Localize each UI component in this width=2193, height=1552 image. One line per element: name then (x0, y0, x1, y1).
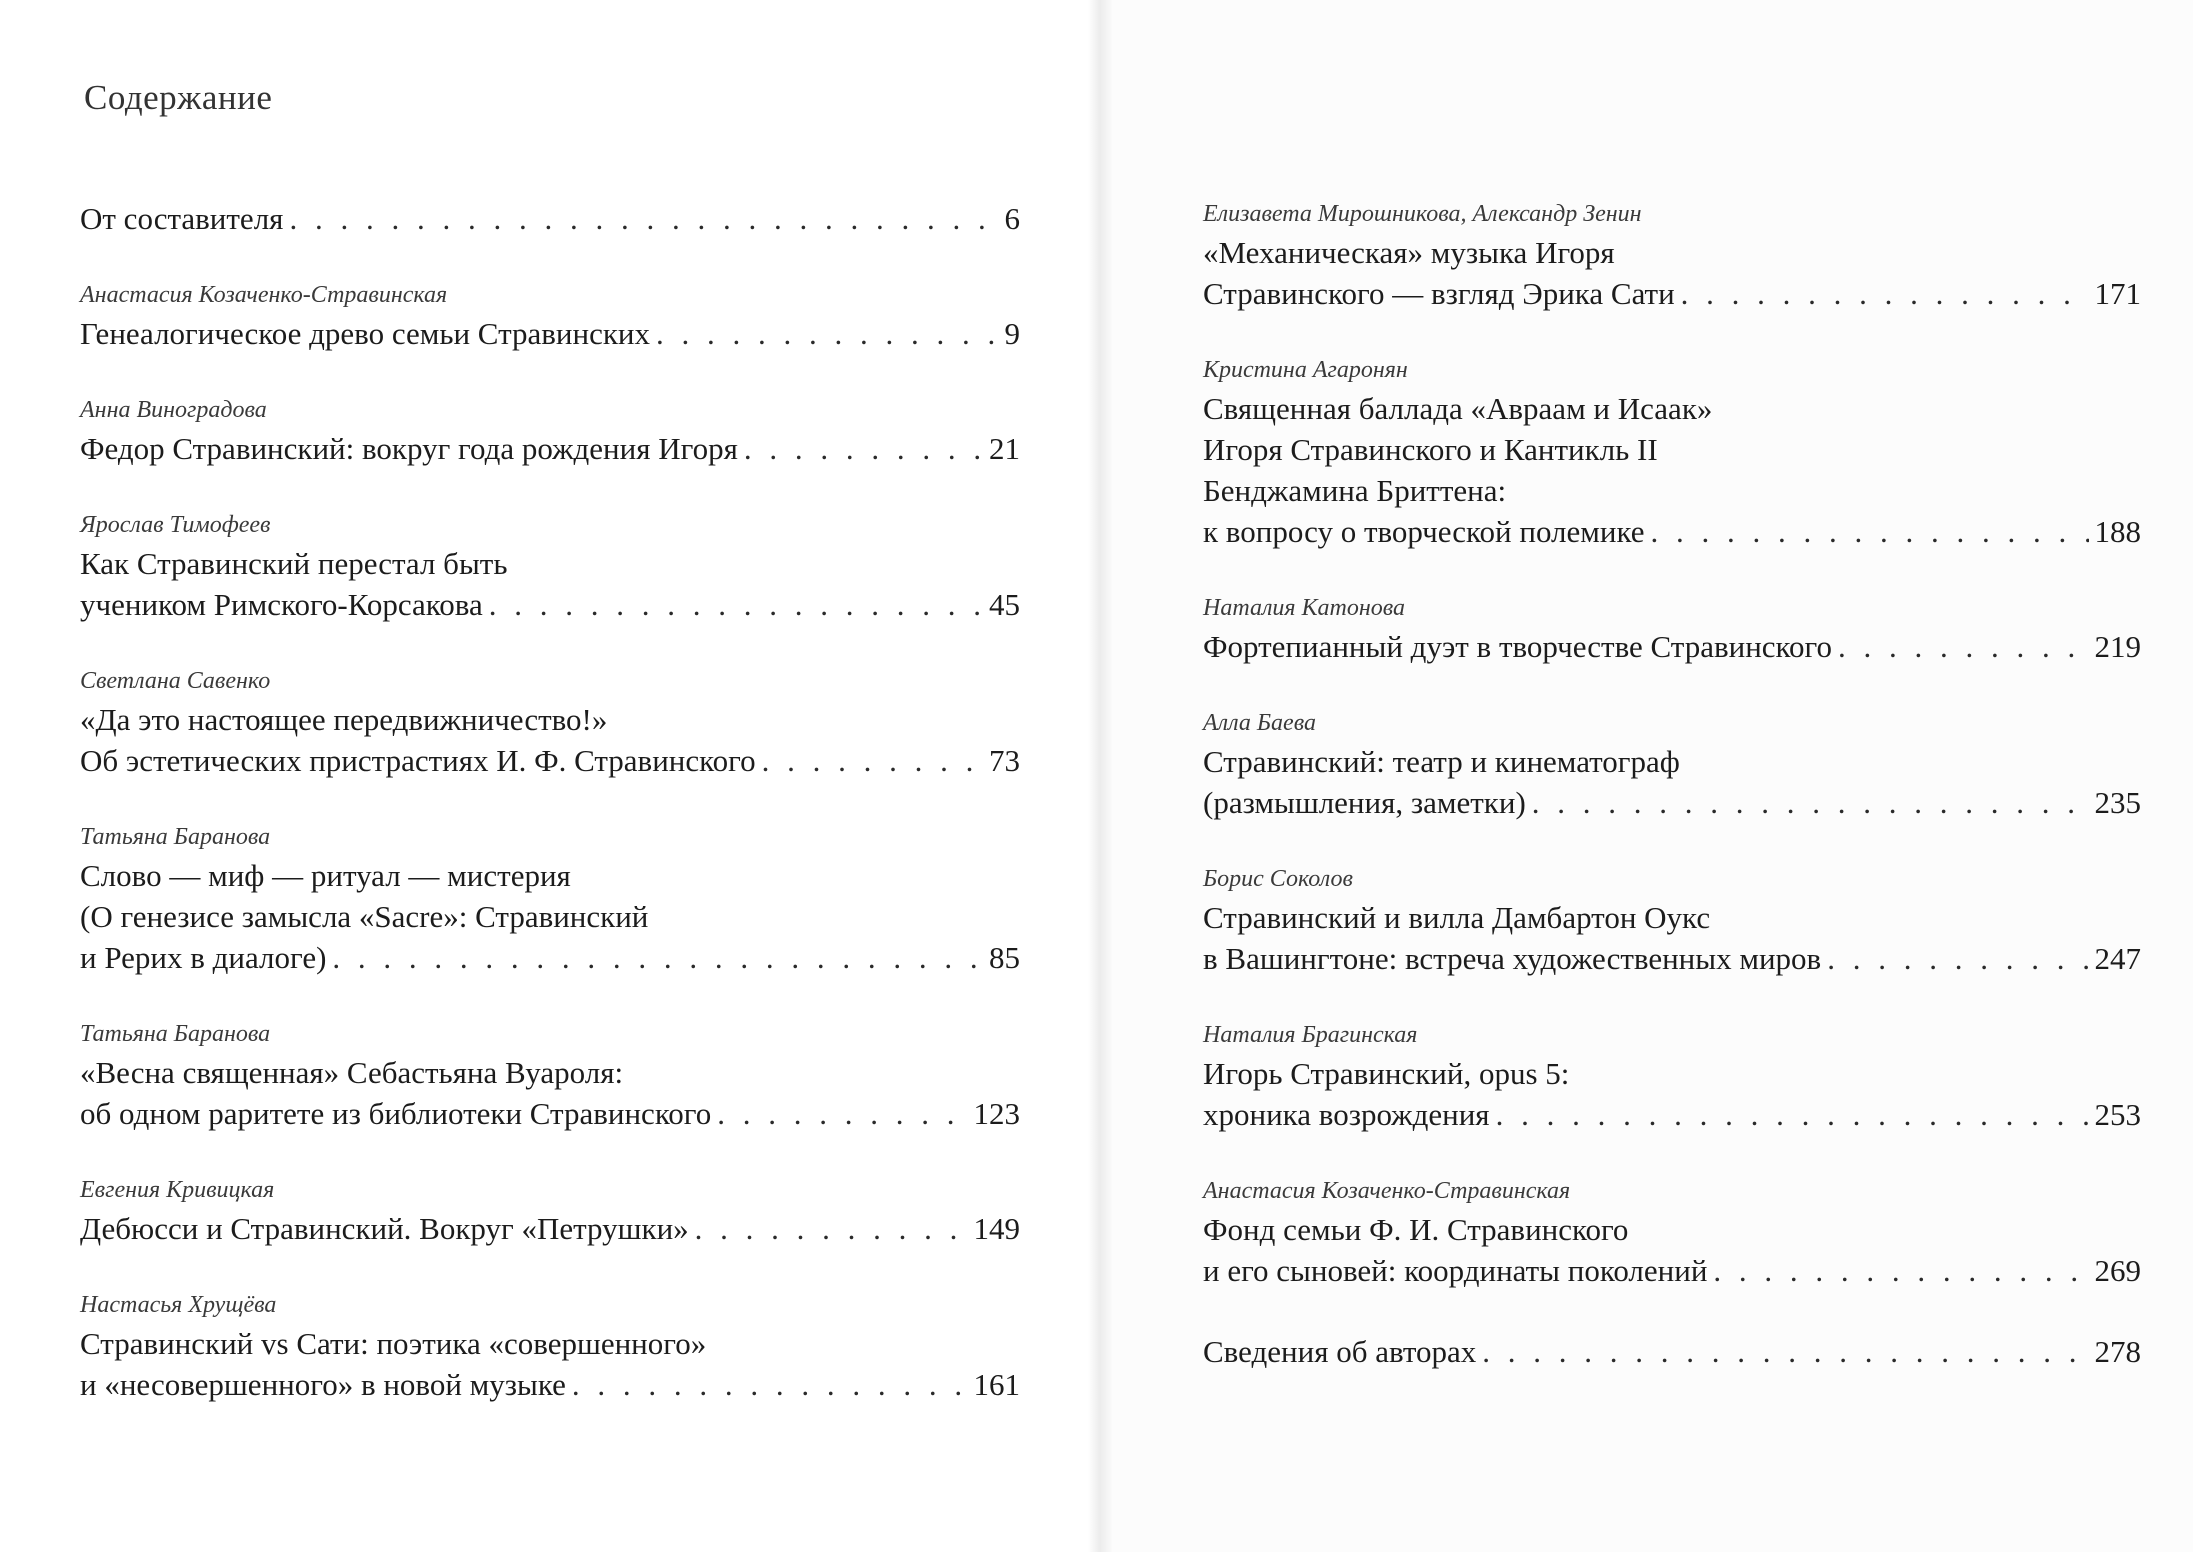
entry-last-line (80, 584, 1020, 625)
entry-title-line: Как Стравинский перестал быть (80, 546, 508, 581)
entry-title-line: и «несовершенного» в новой музыке (80, 1367, 566, 1402)
entry-author: Настасья Хрущёва (80, 1292, 277, 1318)
toc-entry[interactable] (80, 1174, 1020, 1249)
entry-title-line: в Вашингтоне: встреча художественных миров (1203, 941, 1822, 976)
entry-last-line (80, 937, 1020, 978)
entry-last-line (1203, 511, 2141, 552)
dot-leader (1827, 938, 2088, 979)
entry-title-line: учеником Римского-Корсакова (80, 587, 483, 622)
dot-leader (1838, 626, 2089, 667)
entry-title-line: Стравинского — взгляд Эрика Сати (1203, 276, 1675, 311)
toc-entry[interactable] (1203, 1019, 2141, 1135)
page-number: 278 (2094, 1334, 2141, 1369)
dot-leader (717, 1093, 967, 1134)
entry-last-line (1203, 1094, 2141, 1135)
entry-author: Анастасия Козаченко-Стравинская (1203, 1178, 1571, 1204)
entry-title-line: и Рерих в диалоге) (80, 940, 327, 975)
dot-leader (1713, 1250, 2088, 1291)
dot-leader (289, 198, 998, 239)
dot-leader (332, 937, 983, 978)
entry-title-line: и его сыновей: координаты поколений (1203, 1253, 1708, 1288)
entry-last-line (80, 1208, 1020, 1249)
toc-entry[interactable] (1203, 1175, 2141, 1291)
toc-entry[interactable] (80, 665, 1020, 781)
entry-author: Елизавета Мирошникова, Александр Зенин (1203, 201, 1642, 227)
entry-author: Борис Соколов (1203, 866, 1353, 892)
entry-author: Алла Баева (1203, 710, 1316, 736)
dot-leader (1482, 1331, 2088, 1372)
dot-leader (572, 1364, 968, 1405)
entry-title-line: «Механическая» музыка Игоря (1203, 235, 1615, 270)
entry-last-line (80, 740, 1020, 781)
dot-leader (1681, 273, 2089, 314)
page-number: 188 (2094, 514, 2141, 549)
toc-entry[interactable] (80, 394, 1020, 469)
entry-title-line: «Весна священная» Себастьяна Вуароля: (80, 1055, 624, 1090)
toc-entry[interactable] (80, 509, 1020, 625)
entry-title-line: Генеалогическое древо семьи Стравинских (80, 316, 650, 351)
entry-last-line (1203, 1250, 2141, 1291)
entry-author: Татьяна Баранова (80, 1021, 271, 1047)
entry-last-line (1203, 273, 2141, 314)
entry-title-line: Фонд семьи Ф. И. Стравинского (1203, 1212, 1629, 1247)
entry-title-line: (О генезисе замысла «Sacre»: Стравинский (80, 899, 649, 934)
entry-title-line: Слово — миф — ритуал — мистерия (80, 858, 571, 893)
entry-last-line (1203, 1331, 2141, 1372)
entry-author: Наталия Катонова (1203, 595, 1406, 621)
toc-entry[interactable] (80, 279, 1020, 354)
entry-title-line: об одном раритете из библиотеки Стравинского (80, 1096, 712, 1131)
toc-entry[interactable] (80, 1018, 1020, 1134)
page-number: 45 (989, 587, 1020, 622)
entry-title-line: «Да это настоящее передвижничество!» (80, 702, 608, 737)
entry-last-line (80, 428, 1020, 469)
entry-author: Кристина Агаронян (1203, 357, 1408, 383)
page-number: 9 (1004, 316, 1020, 351)
entry-title-line: Стравинский vs Сати: поэтика «совершенного» (80, 1326, 707, 1361)
dot-leader (489, 584, 983, 625)
toc-entry[interactable] (1203, 1331, 2141, 1372)
toc-entry[interactable] (1203, 354, 2141, 552)
entry-last-line (80, 1364, 1020, 1405)
toc-entry[interactable] (1203, 863, 2141, 979)
entry-author: Анна Виноградова (80, 397, 267, 423)
dot-leader (1496, 1094, 2089, 1135)
entry-title-line: Фортепианный дуэт в творчестве Стравинского (1203, 629, 1832, 664)
entry-title-line: Игоря Стравинского и Кантикль II (1203, 432, 1658, 467)
dot-leader (762, 740, 983, 781)
dot-leader (1651, 511, 2089, 552)
page-number: 6 (1004, 201, 1020, 236)
entry-title-line: Дебюсси и Стравинский. Вокруг «Петрушки» (80, 1211, 689, 1246)
page-number: 21 (989, 431, 1020, 466)
entry-title-line: к вопросу о творческой полемике (1203, 514, 1645, 549)
toc-heading: Содержание (84, 78, 273, 117)
page-number: 269 (2094, 1253, 2141, 1288)
entry-title-line: Стравинский и вилла Дамбартон Оукс (1203, 900, 1711, 935)
entry-author: Анастасия Козаченко-Стравинская (80, 282, 448, 308)
toc-entry[interactable] (80, 198, 1020, 239)
page-number: 161 (973, 1367, 1020, 1402)
toc-entry[interactable] (80, 821, 1020, 978)
entry-last-line (1203, 938, 2141, 979)
page-number: 73 (989, 743, 1020, 778)
entry-title-line: Игорь Стравинский, opus 5: (1203, 1056, 1570, 1091)
entry-title-line: Священная баллада «Авраам и Исаак» (1203, 391, 1713, 426)
page-number: 235 (2094, 785, 2141, 820)
dot-leader (656, 313, 999, 354)
entry-title-line: хроника возрождения (1203, 1097, 1490, 1132)
page-number: 253 (2094, 1097, 2141, 1132)
page-number: 149 (973, 1211, 1020, 1246)
toc-right-column (1203, 198, 2141, 1412)
entry-title-line: Об эстетических пристрастиях И. Ф. Стравинского (80, 743, 756, 778)
entry-last-line (80, 1093, 1020, 1134)
book-gutter (1088, 0, 1112, 1552)
toc-entry[interactable] (80, 1289, 1020, 1405)
toc-left-column (80, 198, 1020, 1445)
entry-author: Светлана Савенко (80, 668, 271, 694)
page-number: 123 (973, 1096, 1020, 1131)
dot-leader (1532, 782, 2089, 823)
page-number: 85 (989, 940, 1020, 975)
entry-title-line: Федор Стравинский: вокруг года рождения Игоря (80, 431, 738, 466)
dot-leader (744, 428, 983, 469)
entry-author: Евгения Кривицкая (80, 1177, 275, 1203)
toc-entry[interactable] (1203, 707, 2141, 823)
toc-entry[interactable] (1203, 592, 2141, 667)
toc-entry[interactable] (1203, 198, 2141, 314)
page-number: 247 (2094, 941, 2141, 976)
entry-author: Ярослав Тимофеев (80, 512, 271, 538)
entry-title-line: Бенджамина Бриттена: (1203, 473, 1507, 508)
page-number: 171 (2094, 276, 2141, 311)
entry-title-line: (размышления, заметки) (1203, 785, 1526, 820)
entry-title-line: От составителя (80, 201, 284, 236)
entry-author: Наталия Брагинская (1203, 1022, 1418, 1048)
entry-title-line: Стравинский: театр и кинематограф (1203, 744, 1680, 779)
entry-last-line (80, 198, 1020, 239)
page-number: 219 (2094, 629, 2141, 664)
dot-leader (695, 1208, 968, 1249)
entry-title-line: Сведения об авторах (1203, 1334, 1477, 1369)
entry-last-line (1203, 626, 2141, 667)
entry-author: Татьяна Баранова (80, 824, 271, 850)
entry-last-line (1203, 782, 2141, 823)
entry-last-line (80, 313, 1020, 354)
